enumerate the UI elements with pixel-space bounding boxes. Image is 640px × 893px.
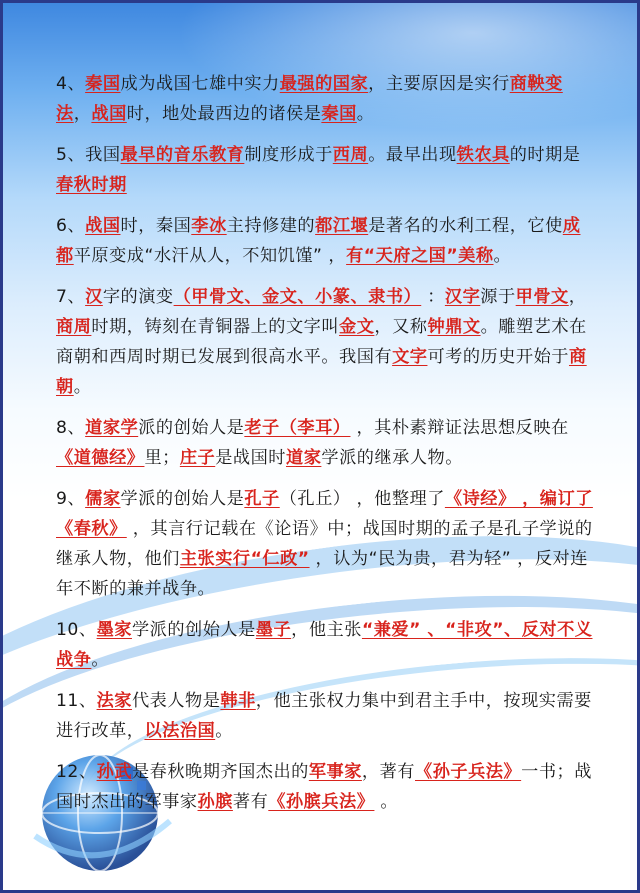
note-text: ，其言行记载在《论语》中；战国时期的孟子是孔子学说的继承人物，他们: [56, 519, 593, 569]
note-item: [56, 140, 596, 200]
note-number: 8、: [56, 418, 86, 438]
note-text: ，又称: [374, 317, 428, 337]
note-text: ，著有: [361, 762, 415, 782]
highlighted-term: 商鞅变法: [56, 74, 563, 124]
note-text: 源于: [480, 287, 516, 307]
highlighted-term: 商朝: [56, 347, 587, 397]
note-text: 里；: [144, 448, 180, 468]
note-item: [56, 413, 596, 473]
note-item: [56, 686, 596, 746]
note-number: 9、: [56, 489, 86, 509]
highlighted-term: 最强的国家: [279, 74, 369, 94]
highlighted-term: （甲骨文、金文、小篆、隶书）: [173, 287, 422, 307]
note-text: 一书；战国时杰出的军事家: [56, 762, 592, 812]
highlighted-term: 都江堰: [315, 216, 369, 236]
highlighted-term: 道家: [286, 448, 322, 468]
highlighted-term: 秦国: [321, 104, 357, 124]
highlighted-term: 《孙子兵法》: [415, 762, 522, 782]
highlighted-term: 孙膑: [197, 792, 233, 812]
highlighted-term: 成都: [56, 216, 581, 266]
highlighted-term: 秦国: [85, 74, 121, 94]
note-number: 7、: [56, 287, 86, 307]
highlighted-term: 钟鼎文: [427, 317, 481, 337]
note-text: ，主要原因是实行: [368, 74, 510, 94]
note-text: ，: [568, 287, 587, 307]
note-item: [56, 757, 596, 817]
note-number: 5、: [56, 145, 86, 165]
note-text: 派的创始人是: [138, 418, 245, 438]
note-item: [56, 69, 596, 129]
note-text: 时期，铸刻在青铜器上的文字叫: [91, 317, 340, 337]
highlighted-term: 商周: [56, 317, 92, 337]
note-text: 。: [356, 104, 375, 124]
highlighted-term: 墨家: [96, 620, 132, 640]
note-text: 。最早出现: [368, 145, 457, 165]
highlighted-term: 主张实行“仁政”: [179, 549, 310, 569]
highlighted-term: 李冰: [191, 216, 227, 236]
highlighted-term: 以法治国: [144, 721, 216, 741]
note-text: ，他主张权力集中到君主手中，按现实需要进行改革，: [56, 691, 592, 741]
note-item: [56, 282, 596, 402]
note-text: 学派的创始人是: [131, 620, 256, 640]
highlighted-term: 春秋时期: [56, 175, 127, 195]
notes-list: [56, 69, 596, 828]
note-text: （孔丘） ，他整理了: [279, 489, 445, 509]
highlighted-term: 孔子: [244, 489, 280, 509]
note-number: 4、: [56, 74, 86, 94]
note-text: ，: [73, 104, 92, 124]
note-text: 成为战国七雄中实力: [120, 74, 280, 94]
note-text: 。雕塑艺术在商朝和西周时期已发展到很高水平。我国有: [56, 317, 587, 367]
note-text: ，其朴素辩证法思想反映在: [350, 418, 569, 438]
note-text: 代表人物是: [131, 691, 221, 711]
highlighted-term: 《道德经》: [56, 448, 145, 468]
highlighted-term: 战国: [91, 104, 127, 124]
note-text: 制度形成于: [244, 145, 333, 165]
highlighted-term: 文字: [392, 347, 428, 367]
highlighted-term: 汉: [85, 287, 103, 307]
note-text: 时，秦国: [120, 216, 192, 236]
note-text: ，认为“民为贵，君为轻” ，反对连年不断的兼并战争。: [56, 549, 588, 599]
note-text: 字的演变: [102, 287, 174, 307]
note-text: 我国: [85, 145, 121, 165]
note-text: 学派的继承人物。: [321, 448, 463, 468]
note-text: 平原变成“水汗从人，不知饥馑” ，: [73, 246, 347, 266]
highlighted-term: “兼爱” 、“非攻”、反对不义战争: [56, 620, 593, 670]
note-text: 主持修建的: [226, 216, 316, 236]
note-text: 学派的创始人是: [120, 489, 245, 509]
highlighted-term: 战国: [85, 216, 121, 236]
note-number: 6、: [56, 216, 86, 236]
highlighted-term: 军事家: [308, 762, 362, 782]
highlighted-term: 铁农具: [456, 145, 510, 165]
note-number: 11、: [56, 691, 97, 711]
highlighted-term: 韩非: [220, 691, 256, 711]
note-text: ，他主张: [291, 620, 362, 640]
note-text: 是著名的水利工程，它使: [368, 216, 563, 236]
note-text: ：: [421, 287, 445, 307]
highlighted-term: 庄子: [179, 448, 216, 468]
highlighted-term: 《孙膑兵法》: [268, 792, 375, 812]
note-text: 。: [91, 650, 110, 670]
highlighted-term: 金文: [339, 317, 375, 337]
note-text: 。: [374, 792, 399, 812]
highlighted-term: 有“天府之国”美称: [346, 246, 494, 266]
note-text: 是春秋晚期齐国杰出的: [131, 762, 309, 782]
note-text: 可考的历史开始于: [427, 347, 569, 367]
note-text: 。: [73, 377, 92, 397]
note-item: [56, 615, 596, 675]
note-text: 著有: [232, 792, 269, 812]
note-item: [56, 484, 596, 604]
highlighted-term: 《诗经》 ，编订了《春秋》: [56, 489, 593, 539]
highlighted-term: 道家学: [85, 418, 139, 438]
highlighted-term: 孙武: [96, 762, 132, 782]
highlighted-term: 西周: [332, 145, 369, 165]
note-text: 时，地处最西边的诸侯是: [126, 104, 322, 124]
note-text: 的时期是: [509, 145, 581, 165]
note-item: [56, 211, 596, 271]
highlighted-term: 老子（李耳）: [244, 418, 351, 438]
highlighted-term: 墨子: [255, 620, 292, 640]
highlighted-term: 汉字: [444, 287, 481, 307]
highlighted-term: 儒家: [85, 489, 121, 509]
highlighted-term: 最早的音乐教育: [120, 145, 245, 165]
note-text: 。: [493, 246, 512, 266]
highlighted-term: 法家: [96, 691, 132, 711]
highlighted-term: 甲骨文: [515, 287, 569, 307]
note-number: 10、: [56, 620, 97, 640]
note-text: 是战国时: [215, 448, 286, 468]
note-text: 。: [215, 721, 233, 741]
note-number: 12、: [56, 762, 97, 782]
